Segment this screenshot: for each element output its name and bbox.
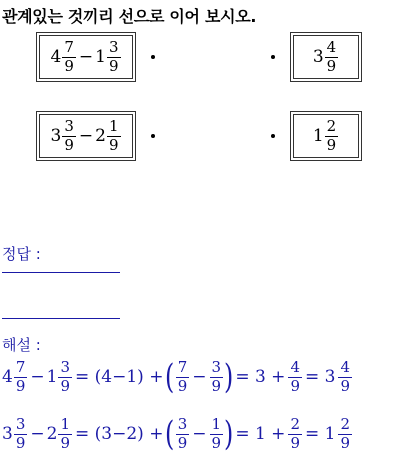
numerator: 7 <box>15 358 26 376</box>
numerator: 1 <box>108 116 119 135</box>
numerator: 3 <box>64 116 74 135</box>
fraction <box>338 360 352 395</box>
connect-dot-left-2[interactable] <box>151 134 155 138</box>
right-paren: ) <box>224 357 234 398</box>
whole-number: 1 <box>312 125 324 146</box>
denominator: 9 <box>211 376 222 395</box>
result-step: = 1 <box>304 424 336 445</box>
denominator: 9 <box>64 135 74 154</box>
denominator: 9 <box>64 56 74 75</box>
mid-step: = 1 + <box>235 424 286 445</box>
answer-blank-1[interactable] <box>2 272 120 273</box>
explanation-label: 해설 : <box>2 336 41 354</box>
denominator: 9 <box>60 376 70 395</box>
fraction <box>58 360 72 395</box>
minus-sign: − <box>30 366 45 387</box>
fraction <box>176 360 190 395</box>
fraction <box>176 417 190 452</box>
fraction <box>58 417 72 452</box>
minus-sign: − <box>78 46 94 67</box>
whole-number: 2 <box>46 423 58 444</box>
denominator: 9 <box>326 135 337 154</box>
denominator: 9 <box>290 376 300 395</box>
denominator: 9 <box>108 56 119 75</box>
right-box-2[interactable] <box>290 111 362 161</box>
numerator: 4 <box>340 358 350 376</box>
denominator: 9 <box>340 376 350 395</box>
denominator: 9 <box>15 376 26 395</box>
denominator: 9 <box>60 433 70 452</box>
right-box-1[interactable] <box>290 32 362 82</box>
whole-number: 3 <box>312 46 324 67</box>
whole-part-step: = (3−2) + <box>75 424 164 445</box>
denominator: 9 <box>340 433 350 452</box>
numerator: 3 <box>15 415 26 433</box>
minus-sign: − <box>192 367 207 388</box>
question-text: 관계있는 것끼리 선으로 이어 보시오. <box>2 7 257 26</box>
fraction <box>62 37 76 75</box>
denominator: 9 <box>177 376 188 395</box>
numerator: 3 <box>177 415 188 433</box>
connect-dot-left-1[interactable] <box>151 55 155 59</box>
minus-sign: − <box>192 424 207 445</box>
numerator: 2 <box>340 415 350 433</box>
minus-sign: − <box>78 125 94 146</box>
numerator: 3 <box>108 37 119 56</box>
answer-blank-2[interactable] <box>2 318 120 319</box>
numerator: 7 <box>177 358 188 376</box>
fraction <box>210 417 224 452</box>
left-expression-1 <box>50 37 122 75</box>
fraction <box>14 417 28 452</box>
denominator: 9 <box>177 433 188 452</box>
denominator: 9 <box>211 433 222 452</box>
whole-number: 4 <box>50 46 62 67</box>
numerator: 2 <box>326 116 337 135</box>
left-paren: ( <box>165 357 175 398</box>
numerator: 4 <box>326 37 337 56</box>
left-box-1[interactable] <box>36 32 136 82</box>
fraction <box>288 417 302 452</box>
denominator: 9 <box>15 433 26 452</box>
whole-number: 4 <box>2 366 13 387</box>
denominator: 9 <box>108 135 119 154</box>
fraction <box>62 116 76 154</box>
numerator: 2 <box>290 415 300 433</box>
whole-number: 3 <box>50 125 62 146</box>
left-expression-2 <box>50 116 122 154</box>
fraction <box>107 37 121 75</box>
lhs-expression <box>2 360 73 395</box>
whole-number: 1 <box>46 366 58 387</box>
right-expression-2 <box>312 116 339 154</box>
explanation-line-2 <box>2 414 353 455</box>
left-paren: ( <box>165 414 175 455</box>
whole-number: 2 <box>95 125 106 146</box>
numerator: 7 <box>64 37 74 56</box>
numerator: 3 <box>60 358 70 376</box>
fraction <box>107 116 121 154</box>
denominator: 9 <box>290 433 300 452</box>
answer-label: 정답 : <box>2 245 41 263</box>
mid-step: = 3 + <box>235 367 286 388</box>
denominator: 9 <box>326 56 337 75</box>
minus-sign: − <box>30 423 45 444</box>
numerator: 1 <box>60 415 70 433</box>
right-paren: ) <box>224 414 234 455</box>
fraction <box>338 417 352 452</box>
fraction <box>288 360 302 395</box>
fraction <box>325 116 339 154</box>
whole-part-step: = (4−1) + <box>75 367 164 388</box>
left-box-2[interactable] <box>36 111 136 161</box>
numerator: 4 <box>290 358 300 376</box>
result-step: = 3 <box>304 367 336 388</box>
connect-dot-right-2[interactable] <box>271 134 275 138</box>
fraction <box>210 360 224 395</box>
numerator: 1 <box>211 415 222 433</box>
explanation-line-1 <box>2 357 353 398</box>
right-expression-1 <box>312 37 339 75</box>
fraction <box>325 37 339 75</box>
lhs-expression <box>2 417 73 452</box>
connect-dot-right-1[interactable] <box>271 55 275 59</box>
whole-number: 1 <box>95 46 106 67</box>
whole-number: 3 <box>2 423 13 444</box>
fraction <box>14 360 28 395</box>
numerator: 3 <box>211 358 222 376</box>
